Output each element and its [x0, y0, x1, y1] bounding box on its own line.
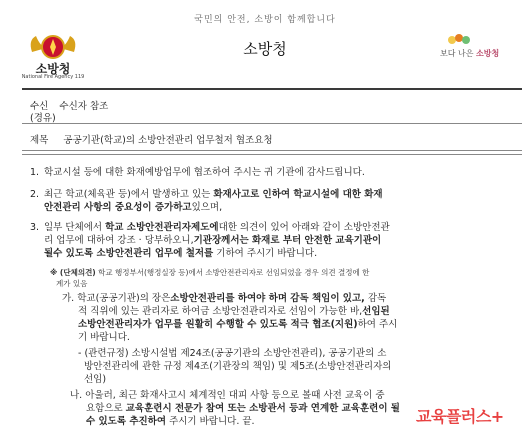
na-text-a: 아울러, 최근 화재사고시 체계적인 대피 사항 등으로 볼때 사전 교육이 중 [85, 390, 385, 401]
p2-text-a: 최근 학교(체육관 등)에서 발생하고 있는 [44, 189, 211, 200]
p3-text-c: 대한 의견이 있어 아래와 같이 소방안전관 [218, 222, 390, 233]
p3-text-a: 일부 단체에서 [44, 222, 103, 233]
subject-rule-top [22, 150, 522, 151]
item-ga-line-3 [78, 318, 397, 331]
paragraph-2-line-1 [30, 188, 383, 201]
p3-text-d: 리 업무에 대하여 강조 · 당부하오니, [44, 235, 194, 246]
p2-text-b: 화재사고로 인하여 학교시설에 대한 화재 [213, 189, 383, 200]
p1-number: 1. [30, 167, 40, 178]
subject-rule-bottom [22, 154, 522, 155]
item-ga-line-1 [62, 292, 386, 305]
related-line-3: 선임) [84, 374, 107, 385]
ga-text-g: 하여 주시 [357, 319, 398, 330]
ga-text-c: 감독 [367, 293, 387, 304]
subject-value: 공공기관(학교)의 소방안전관리 업무철저 협조요청 [63, 135, 273, 146]
p2-number: 2. [30, 189, 40, 200]
note-label: ※ (단체의견) [50, 268, 96, 277]
item-ga-line-4: 기 바랍니다. [78, 332, 130, 343]
p3-text-e: 기관장께서는 화재로 부터 안전한 교육기관이 [193, 235, 382, 246]
ga-text-e: 선임된 [362, 306, 390, 317]
p3-text-g: 기하여 주시기 바랍니다. [216, 248, 318, 259]
p3-text-f: 될수 있도록 소방안전관리 업무에 철저를 [44, 248, 214, 259]
na-text-e: 주시기 바랍니다. 끝. [169, 416, 255, 427]
p3-text-b: 학교 소방안전관리자제도에 [105, 222, 219, 233]
logo-left-text: 소방청 [35, 62, 71, 76]
watermark: 교육플러스+ [416, 407, 504, 426]
agency-title: 소방청 [243, 40, 287, 58]
related-line-1: - (관련규정) 소방시설법 제24조(공공기관의 소방안전관리), 공공기관의 소 [78, 348, 387, 359]
logo-right-prefix: 보다 나은 [440, 49, 474, 58]
p3-number: 3. [30, 222, 40, 233]
petal-icon [446, 32, 472, 46]
item-ga-line-2 [78, 305, 390, 318]
logo-right-main: 소방청 [476, 49, 500, 58]
p2-text-c: 안전관리 사항의 중요성이 증가하고 [44, 202, 192, 213]
paragraph-1 [30, 166, 365, 179]
note-line-2: 계가 있음 [56, 279, 88, 288]
p2-text-d: 있으며, [191, 202, 223, 213]
paragraph-3-line-3 [44, 247, 317, 260]
p1-text: 학교시설 등에 대한 화재예방업무에 협조하여 주시는 귀 기관에 감사드립니다. [44, 167, 365, 178]
slogan: 국민의 안전, 소방이 함께합니다 [194, 15, 336, 25]
via-label: (경유) [30, 113, 56, 124]
logo-right [440, 48, 499, 59]
item-na-label: 나. [70, 390, 83, 401]
logo-left-subtitle: National Fire Agency 119 [21, 74, 85, 80]
ga-text-b: 소방안전관리를 하여야 하며 감독 책임이 있고, [170, 293, 365, 304]
divider-rule [22, 123, 522, 124]
na-text-d: 수 있도록 추진하여 [86, 416, 167, 427]
na-text-c: 교육훈련시 전문가 참여 또는 소방관서 등과 연계한 교육훈련이 될 [125, 403, 400, 414]
paragraph-3-line-2 [44, 234, 381, 247]
paragraph-2-line-2 [44, 201, 222, 214]
na-text-b: 요함으로 [86, 403, 123, 414]
ga-text-f: 소방안전관리자가 업무를 원활히 수행할 수 있도록 적극 협조(지원) [78, 319, 358, 330]
recipient-value: 수신자 참조 [59, 101, 109, 112]
subject-row [30, 132, 273, 146]
recipient-label: 수신 [30, 101, 49, 112]
item-na-line-2 [86, 402, 400, 415]
item-ga-label: 가. [62, 293, 75, 304]
note-line-1 [50, 266, 369, 279]
subject-label: 제목 [30, 135, 49, 146]
item-na-line-3 [86, 415, 255, 428]
ga-text-d: 적 직위에 있는 관리자로 하여금 소방안전관리자로 선임이 가능한 바, [78, 306, 363, 317]
note-text: 학교 행정부서(행정실장 등)에서 소방안전관리자로 선임되었을 경우 의견 결정에 한 [98, 268, 370, 277]
item-na-line-1 [70, 389, 385, 402]
ga-text-a: 학교(공공기관)의 장은 [77, 293, 171, 304]
header-rule [22, 88, 522, 90]
related-line-2: 방안전관리에 관한 규정 제4조(기관장의 책임) 및 제5조(소방안전관리자의 [84, 361, 392, 372]
paragraph-3-line-1 [30, 221, 390, 234]
